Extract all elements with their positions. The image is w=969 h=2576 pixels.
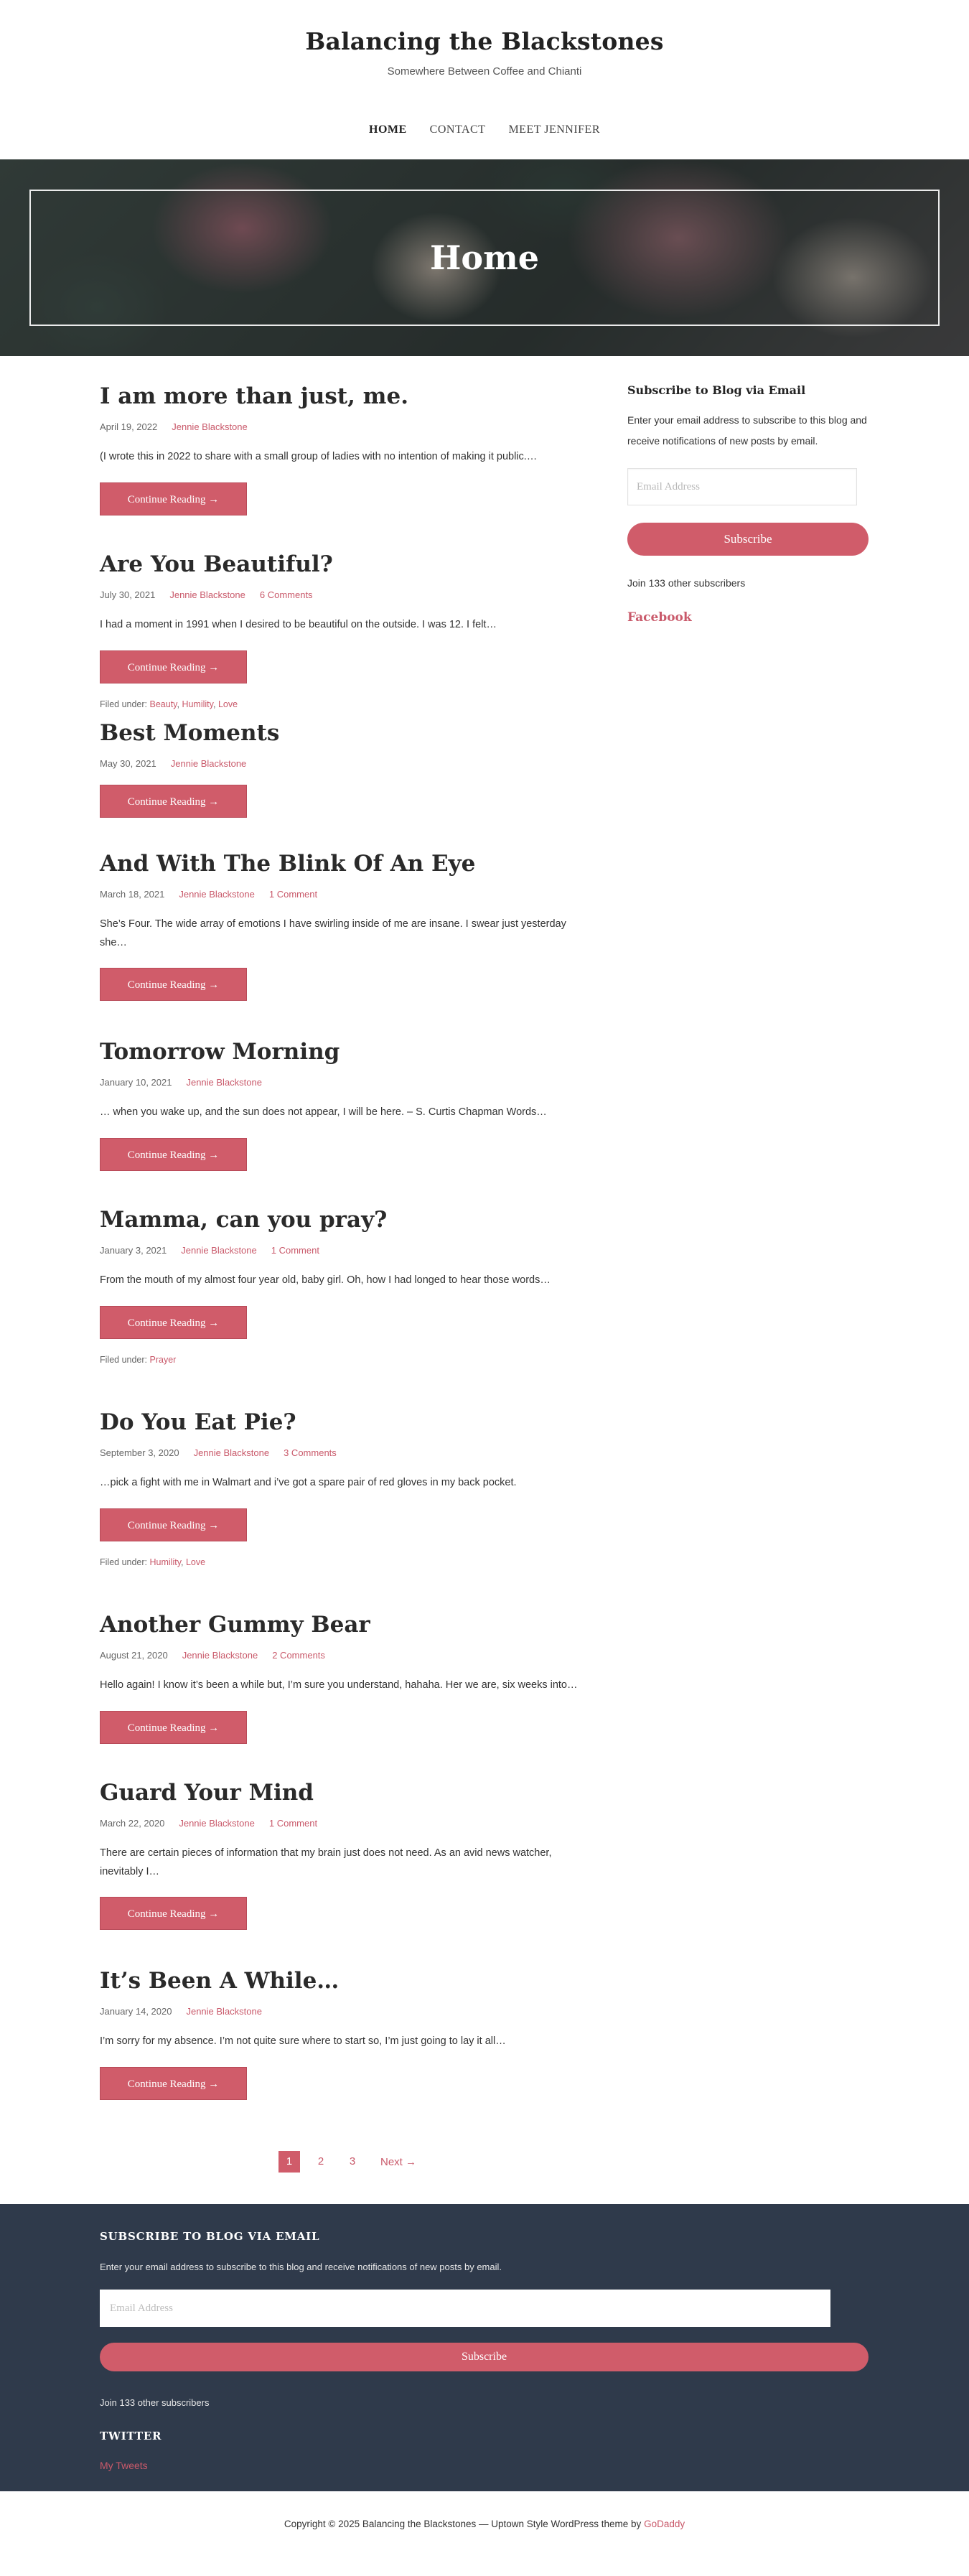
continue-reading-button[interactable]: Continue Reading → [100, 482, 247, 515]
post-meta [100, 2006, 595, 2017]
pagination [278, 2151, 416, 2173]
post-author-link[interactable]: Jennie Blackstone [170, 758, 247, 770]
post-item [100, 551, 595, 709]
post-title[interactable]: It’s Been A While… [100, 1968, 340, 1994]
page-2-link[interactable]: 2 [317, 2155, 324, 2167]
hero-title: Home [429, 238, 540, 277]
post-author-link[interactable]: Jennie Blackstone [182, 1650, 258, 1661]
post-author-link[interactable]: Jennie Blackstone [172, 421, 248, 433]
post-date: April 19, 2022 [100, 421, 158, 433]
tag-link[interactable]: Beauty [149, 699, 177, 709]
post-title[interactable]: And With The Blink Of An Eye [100, 851, 476, 877]
tag-separator: , [181, 1557, 186, 1567]
post-title[interactable]: Are You Beautiful? [100, 551, 333, 577]
post-tags [100, 699, 595, 709]
continue-reading-button[interactable]: Continue Reading → [100, 968, 247, 1001]
nav-item-contact[interactable]: CONTACT [429, 123, 486, 136]
post-comments-link[interactable]: 3 Comments [284, 1447, 337, 1459]
post-meta [100, 589, 595, 600]
main-nav [0, 123, 969, 136]
tag-link[interactable]: Prayer [149, 1354, 177, 1365]
site-footer [0, 2491, 969, 2576]
post-item [100, 1612, 595, 1744]
continue-reading-button[interactable]: Continue Reading → [100, 650, 247, 683]
post-title[interactable]: I am more than just, me. [100, 383, 409, 409]
post-date: May 30, 2021 [100, 758, 156, 770]
tag-link[interactable]: Love [217, 699, 238, 709]
hero-frame [29, 190, 940, 326]
post-date: March 18, 2021 [100, 889, 165, 900]
subscribe-widget-title: Subscribe to Blog via Email [627, 383, 806, 397]
godaddy-link[interactable]: GoDaddy [644, 2519, 685, 2529]
nav-item-meet-jennifer[interactable]: MEET JENNIFER [508, 123, 600, 136]
my-tweets-link[interactable]: My Tweets [100, 2460, 148, 2471]
post-comments-link[interactable]: 1 Comment [271, 1245, 319, 1256]
post-item [100, 1780, 595, 1930]
post-tags [100, 1355, 595, 1365]
footer-email-input[interactable] [100, 2290, 830, 2327]
post-meta [100, 758, 595, 769]
post-comments-link[interactable]: 6 Comments [259, 589, 313, 601]
facebook-link[interactable]: Facebook [627, 610, 692, 625]
post-tags [100, 1557, 595, 1567]
continue-reading-button[interactable]: Continue Reading → [100, 1897, 247, 1930]
tag-separator: , [212, 699, 218, 709]
footer-subscribe-button[interactable]: Subscribe [100, 2343, 869, 2371]
post-title[interactable]: Best Moments [100, 720, 280, 746]
footer-twitter-title: TWITTER [100, 2430, 162, 2442]
post-date: September 3, 2020 [100, 1447, 179, 1459]
post-comments-link[interactable]: 2 Comments [272, 1650, 325, 1661]
continue-reading-button[interactable]: Continue Reading → [100, 1306, 247, 1339]
post-excerpt: (I wrote this in 2022 to share with a small group of ladies with no intention of making it public.… [100, 451, 538, 463]
sidebar-subscribe-button[interactable]: Subscribe [627, 523, 869, 556]
filed-under-label: Filed under: [100, 1354, 148, 1365]
footer-subscribe-text: Enter your email address to subscribe to this blog and receive notifications of new posts by email. [100, 2262, 502, 2272]
post-item [100, 1409, 595, 1567]
post-meta [100, 421, 595, 432]
tag-link[interactable]: Humility [149, 1557, 182, 1567]
post-title[interactable]: Another Gummy Bear [100, 1612, 370, 1638]
post-item [100, 1207, 595, 1365]
post-item [100, 1039, 595, 1171]
continue-reading-button[interactable]: Continue Reading → [100, 1711, 247, 1744]
tag-separator: , [177, 699, 182, 709]
post-excerpt: From the mouth of my almost four year old, baby girl. Oh, how I had longed to hear those words… [100, 1274, 551, 1287]
subscribe-widget-text: Enter your email address to subscribe to this blog and receive notifications of new posts by email. [627, 414, 867, 447]
site-tagline: Somewhere Between Coffee and Chianti [387, 65, 582, 78]
post-date: January 3, 2021 [100, 1245, 167, 1256]
filed-under-label: Filed under: [100, 699, 148, 709]
sidebar [627, 383, 869, 625]
post-item [100, 851, 595, 1001]
post-meta [100, 1818, 595, 1829]
post-date: July 30, 2021 [100, 589, 156, 601]
continue-reading-button[interactable]: Continue Reading → [100, 785, 247, 818]
filed-under-label: Filed under: [100, 1557, 148, 1567]
site-title[interactable]: Balancing the Blackstones [305, 27, 664, 55]
post-author-link[interactable]: Jennie Blackstone [179, 1818, 255, 1829]
post-date: August 21, 2020 [100, 1650, 168, 1661]
post-meta [100, 1245, 595, 1256]
post-author-link[interactable]: Jennie Blackstone [181, 1245, 257, 1256]
site-header [0, 0, 969, 159]
sidebar-subscriber-count: Join 133 other subscribers [627, 577, 746, 589]
post-meta [100, 889, 595, 900]
post-title[interactable]: Do You Eat Pie? [100, 1409, 296, 1435]
post-date: January 14, 2020 [100, 2006, 172, 2017]
post-title[interactable]: Tomorrow Morning [100, 1039, 340, 1065]
page-3-link[interactable]: 3 [349, 2155, 356, 2167]
page-1-link[interactable]: 1 [278, 2151, 300, 2173]
post-title[interactable]: Guard Your Mind [100, 1780, 314, 1806]
post-date: March 22, 2020 [100, 1818, 165, 1829]
post-title[interactable]: Mamma, can you pray? [100, 1207, 388, 1233]
nav-item-home[interactable]: HOME [369, 123, 407, 136]
post-excerpt: There are certain pieces of information that my brain just does not need. As an avid news watcher, inevitably I… [100, 1847, 552, 1877]
post-excerpt: I’m sorry for my absence. I’m not quite sure where to start so, I’m just going to lay it all… [100, 2035, 506, 2048]
copyright-label: Copyright © 2025 Balancing the Blackstones — Uptown Style WordPress theme by [284, 2519, 642, 2529]
continue-reading-button[interactable]: Continue Reading → [100, 1138, 247, 1171]
post-item [100, 383, 595, 515]
post-item [100, 720, 595, 818]
copyright-text [0, 2519, 969, 2529]
post-item [100, 1968, 595, 2100]
tag-link[interactable]: Love [185, 1557, 206, 1567]
next-page-link[interactable]: Next → [380, 2155, 417, 2168]
post-author-link[interactable]: Jennie Blackstone [179, 889, 255, 900]
post-comments-link[interactable]: 1 Comment [268, 889, 318, 900]
post-excerpt: Hello again! I know it’s been a while but, I’m sure you understand, hahaha. Her we are, six weeks into… [100, 1679, 578, 1691]
continue-reading-button[interactable]: Continue Reading → [100, 1508, 247, 1541]
hero-banner [0, 159, 969, 356]
footer-subscriber-count: Join 133 other subscribers [100, 2397, 210, 2408]
post-excerpt: I had a moment in 1991 when I desired to be beautiful on the outside. I was 12. I felt… [100, 619, 497, 631]
footer-widgets [0, 2204, 969, 2491]
post-excerpt: … when you wake up, and the sun does not appear, I will be here. – S. Curtis Chapman Words… [100, 1106, 547, 1119]
post-meta [100, 1650, 595, 1661]
post-comments-link[interactable]: 1 Comment [268, 1818, 318, 1829]
sidebar-email-input[interactable] [627, 468, 857, 505]
post-meta [100, 1447, 595, 1458]
post-author-link[interactable]: Jennie Blackstone [186, 1077, 262, 1088]
post-author-link[interactable]: Jennie Blackstone [169, 589, 245, 601]
continue-reading-button[interactable]: Continue Reading → [100, 2067, 247, 2100]
post-meta [100, 1077, 595, 1088]
content-area [0, 356, 969, 2204]
post-author-link[interactable]: Jennie Blackstone [186, 2006, 262, 2017]
post-date: January 10, 2021 [100, 1077, 172, 1088]
post-excerpt: She’s Four. The wide array of emotions I have swirling inside of me are insane. I swear just yesterday she… [100, 918, 566, 948]
post-author-link[interactable]: Jennie Blackstone [193, 1447, 270, 1459]
footer-subscribe-title: SUBSCRIBE TO BLOG VIA EMAIL [100, 2230, 320, 2243]
post-excerpt: …pick a fight with me in Walmart and i’ve got a spare pair of red gloves in my back pocket. [100, 1477, 517, 1489]
tag-link[interactable]: Humility [182, 699, 213, 709]
